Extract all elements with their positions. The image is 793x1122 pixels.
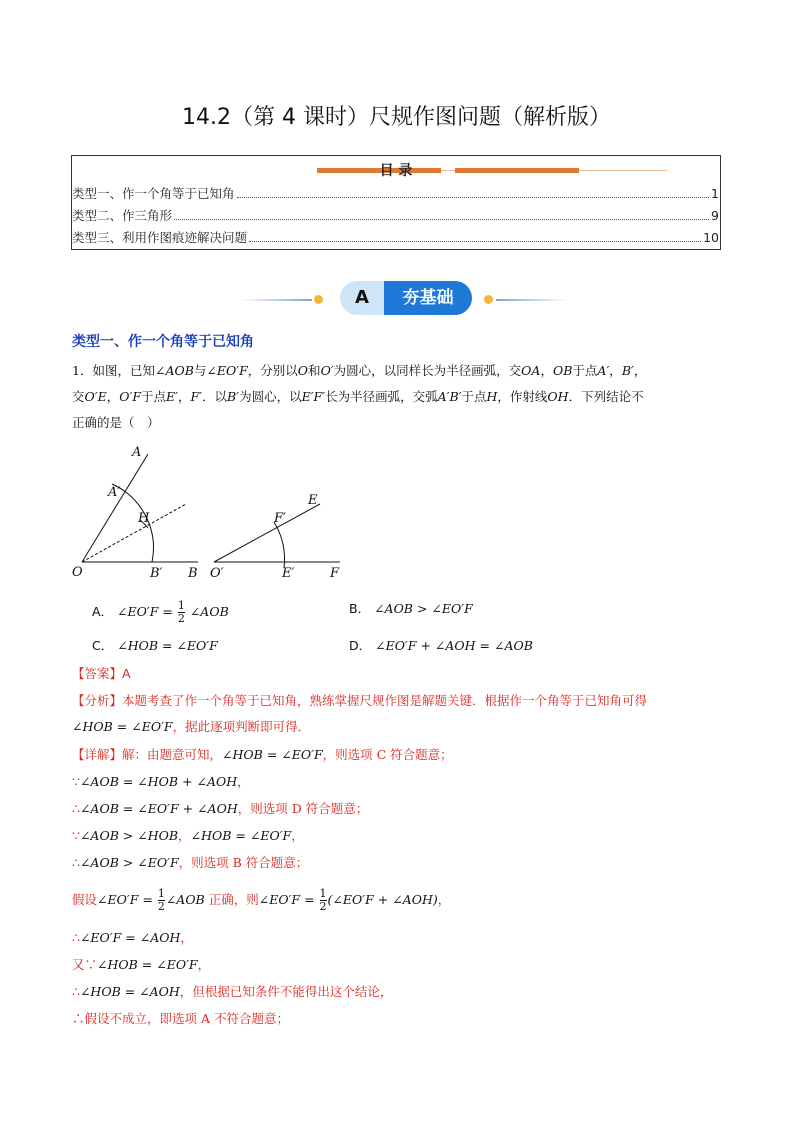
toc-item-page: 10 bbox=[703, 230, 719, 245]
detail-line-7: ∴∠EO′F = ∠AOH， bbox=[72, 930, 193, 945]
ray-oh bbox=[82, 504, 186, 562]
ray-oa bbox=[82, 454, 148, 562]
label-A: A bbox=[132, 445, 142, 460]
label-H: H bbox=[138, 511, 150, 526]
badge-line-right bbox=[496, 299, 568, 301]
detail-line-9: ∴∠HOB = ∠AOH，但根据已知条件不能得出这个结论， bbox=[72, 984, 393, 999]
detail-line-4: ∵∠AOB > ∠HOB，∠HOB = ∠EO′F， bbox=[72, 828, 304, 843]
option-c[interactable]: C． ∠HOB = ∠EO′F bbox=[92, 638, 218, 653]
geometry-figure bbox=[68, 440, 358, 582]
badge-letter: A bbox=[340, 281, 384, 315]
label-O: O bbox=[72, 565, 83, 580]
label-E: E bbox=[308, 493, 318, 508]
label-B: B bbox=[188, 566, 198, 581]
label-F-prime: F′ bbox=[274, 511, 286, 526]
option-d[interactable]: D． ∠EO′F + ∠AOH = ∠AOB bbox=[349, 638, 533, 653]
detail-line-5: ∴∠AOB > ∠EO′F，则选项 B 符合题意； bbox=[72, 855, 309, 870]
detail-line-2: ∵∠AOB = ∠HOB + ∠AOH， bbox=[72, 774, 250, 789]
arc-ef bbox=[274, 522, 285, 568]
ray-oe bbox=[214, 504, 320, 562]
analysis-line-2: ∠HOB = ∠EO′F，据此逐项判断即可得． bbox=[72, 719, 311, 734]
detail-line-10: ∴假设不成立，即选项 A 不符合题意； bbox=[72, 1011, 289, 1026]
detail-line-8: 又∵∠HOB = ∠EO′F， bbox=[72, 957, 211, 972]
label-F: F bbox=[330, 566, 340, 581]
detail-line-3: ∴∠AOB = ∠EO′F + ∠AOH，则选项 D 符合题意； bbox=[72, 801, 369, 816]
toc-heading: 目 录 bbox=[379, 163, 413, 179]
answer-line: 【答案】A bbox=[72, 666, 131, 681]
badge-dot-left bbox=[314, 295, 323, 304]
toc-item[interactable] bbox=[72, 208, 720, 224]
toc-item-label: 类型三、利用作图痕迹解决问题 bbox=[72, 230, 248, 245]
question-line-3: 正确的是（ ） bbox=[72, 415, 160, 430]
badge-dot-right bbox=[484, 295, 493, 304]
option-b[interactable]: B． ∠AOB > ∠EO′F bbox=[349, 601, 473, 616]
label-O-prime: O′ bbox=[210, 566, 224, 581]
label-B-prime: B′ bbox=[150, 566, 163, 581]
section-badge bbox=[340, 281, 472, 315]
section-title: 类型一、作一个角等于已知角 bbox=[72, 334, 254, 350]
detail-line-1: 【详解】解：由题意可知，∠HOB = ∠EO′F，则选项 C 符合题意； bbox=[72, 747, 453, 762]
question-line-2: 交O′E，O′F于点E′，F′．以B′为圆心，以E′F′长为半径画弧，交弧A′B′于点H，作射线OH．下列结论不 bbox=[72, 389, 644, 404]
toc-item-label: 类型二、作三角形 bbox=[72, 208, 173, 223]
badge-line-left bbox=[240, 299, 312, 301]
analysis-line-1: 【分析】本题考查了作一个角等于已知角，熟练掌握尺规作图是解题关键．根据作一个角等于已知角可得 bbox=[72, 693, 648, 708]
toc-item-page: 9 bbox=[711, 208, 719, 223]
detail-line-6: 假设∠EO′F = $\frac{1}{2}$ ∠AOB 正确，则∠EO′F = $\frac{1}{2}$ (∠EO′F + ∠AOH)， bbox=[72, 887, 451, 913]
toc-item[interactable] bbox=[72, 186, 720, 202]
label-E-prime: E′ bbox=[282, 566, 295, 581]
option-a[interactable]: A． ∠EO′F = $\frac{1}{2}$ ∠AOB bbox=[92, 599, 229, 625]
table-of-contents bbox=[71, 155, 721, 250]
label-A-prime: A′ bbox=[108, 485, 121, 500]
toc-item-page: 1 bbox=[711, 186, 719, 201]
toc-item[interactable] bbox=[72, 230, 720, 246]
toc-item-label: 类型一、作一个角等于已知角 bbox=[72, 186, 235, 201]
page-title: 14.2（第 4 课时）尺规作图问题（解析版） bbox=[182, 105, 611, 130]
badge-text: 夯基础 bbox=[384, 281, 472, 315]
question-line-1: 1．如图，已知∠AOB与∠EO′F，分别以O和O′为圆心，以同样长为半径画弧，交OA，OB于点A′，B′， bbox=[72, 363, 647, 378]
